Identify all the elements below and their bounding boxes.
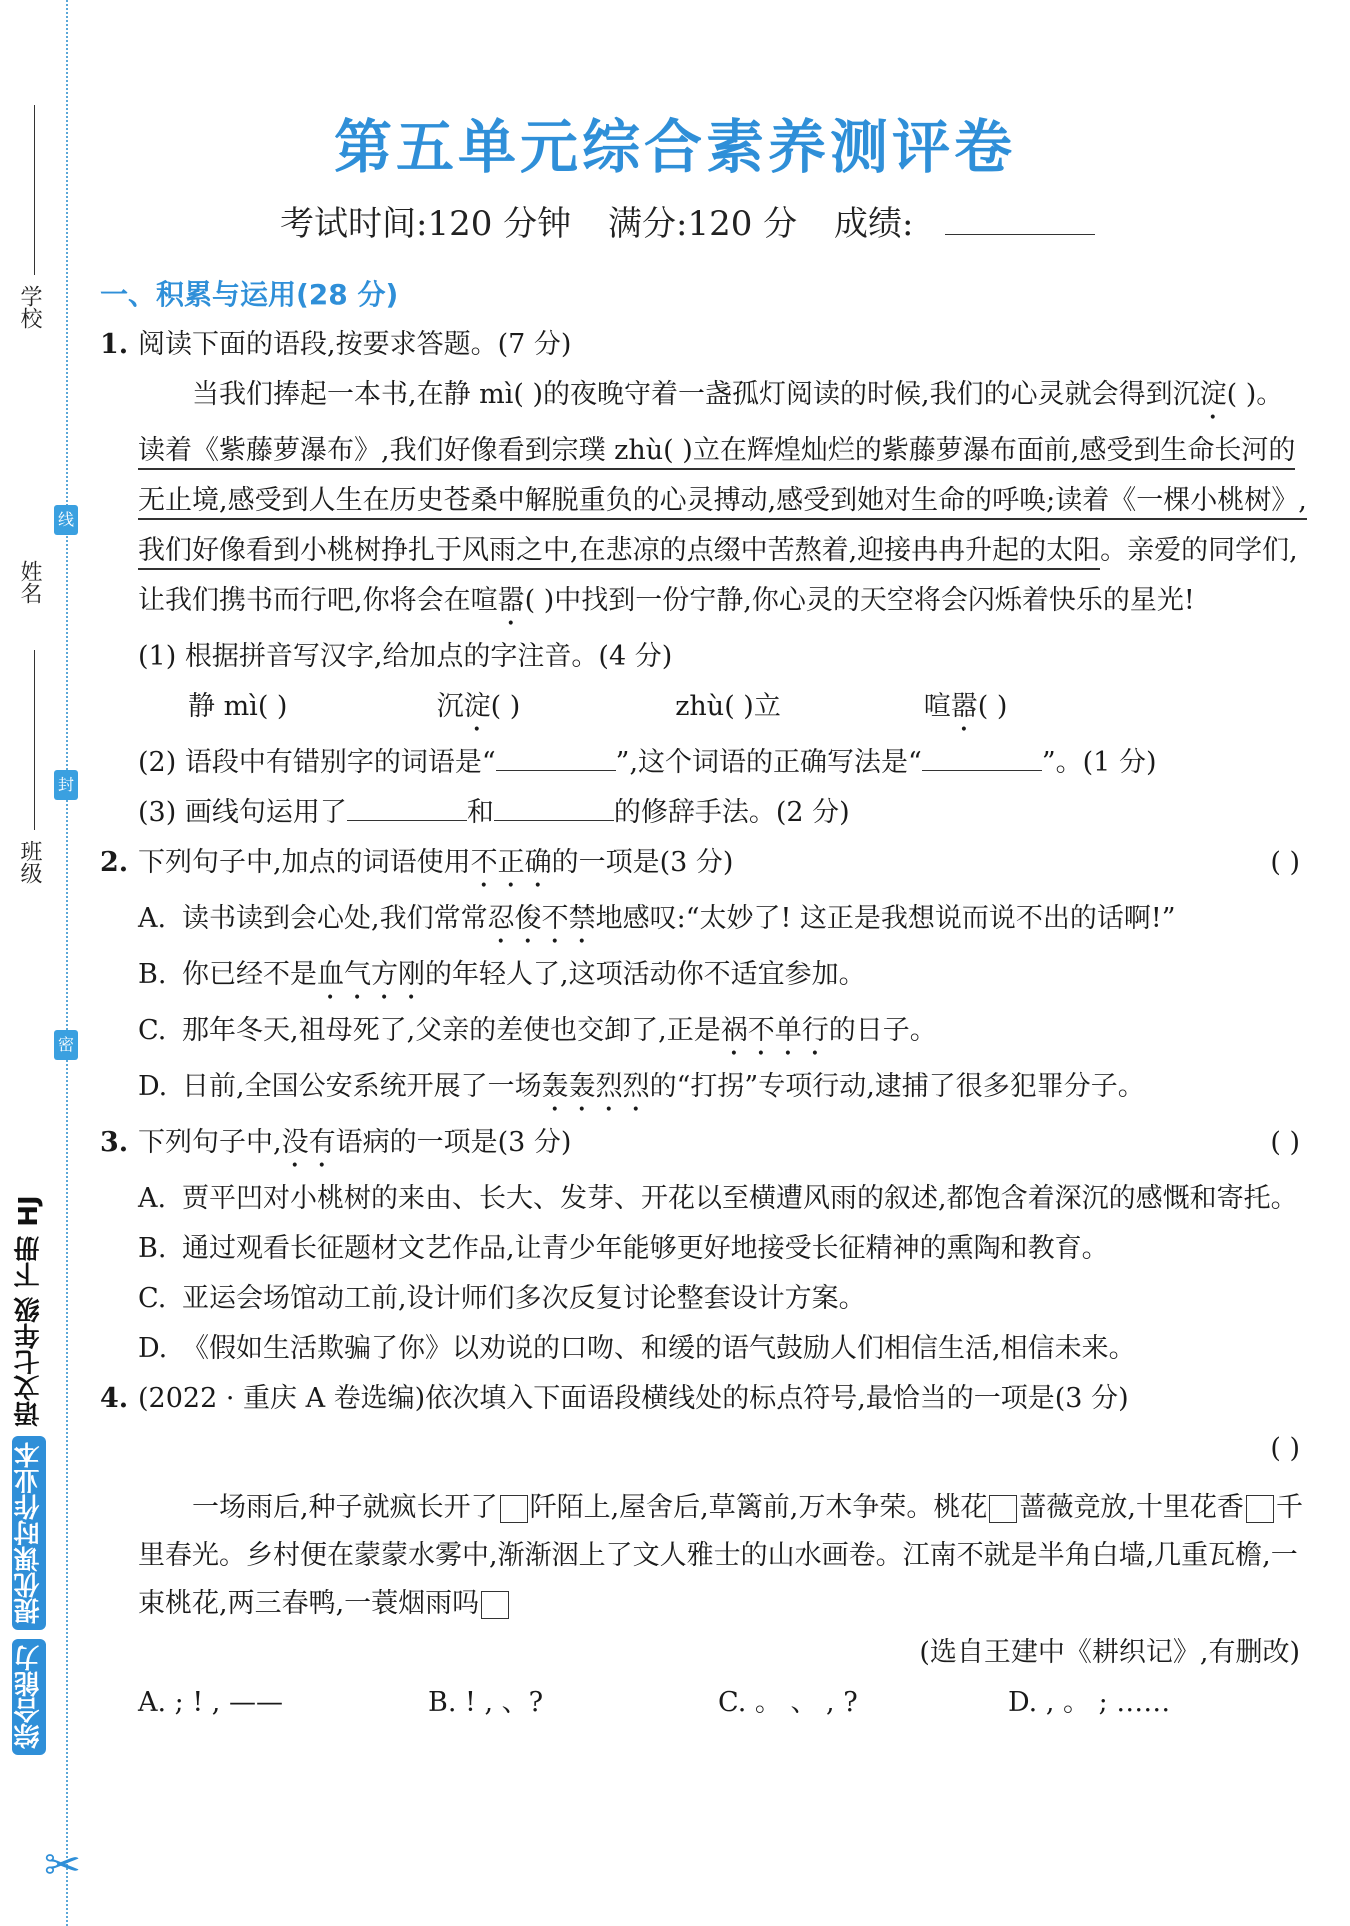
question-1 [100, 320, 1310, 370]
answer-paren[interactable]: ( ) [1270, 1127, 1300, 1158]
underlined-sentence: 读着《紫藤萝瀑布》,我们好像看到宗璞 zhù( )立在辉煌灿烂的紫藤萝瀑布面前,感受到生命长河的无止境,感受到人生在历史苍桑中解脱重负的心灵搏动,感受到她对生命的呼唤;读着《一棵小桃树》,我们好像看到小桃树挣扎于风雨之中,在悲凉的点缀中苦熬着,迎接冉冉升起的太阳 [138, 435, 1307, 570]
fill-xuanxiao[interactable] [924, 682, 1008, 738]
dotted-text: 不正确 [470, 847, 552, 878]
punct-box[interactable] [500, 1495, 528, 1523]
question-number: 3. [100, 1127, 129, 1158]
dotted-char: 淀 [1199, 379, 1227, 410]
answer-blank[interactable] [347, 820, 467, 821]
name-label: 姓名 [17, 560, 42, 604]
punct-box[interactable] [1246, 1495, 1274, 1523]
fill-row [100, 682, 1310, 738]
option-text: 通过观看长征题材文艺作品,让青少年能够更好地接受长征精神的熏陶和教育。 [182, 1233, 1109, 1264]
name-blank [34, 650, 35, 830]
line-tag: 线 [54, 505, 78, 535]
text: 和 [466, 797, 494, 828]
text: 读书读到会心处,我们常常 [182, 903, 488, 934]
question-number: 2. [100, 847, 129, 878]
option-text: 《假如生活欺骗了你》以劝说的口吻、和缓的语气鼓励人们相信生活,相信未来。 [182, 1333, 1136, 1364]
brand-ability: 综合能力 [12, 1639, 46, 1755]
fill-chendian[interactable] [437, 682, 667, 738]
dotted-text: 祸不单行 [720, 1015, 829, 1046]
answer-paren-row [100, 1424, 1310, 1474]
school-label: 学校 [17, 285, 42, 329]
question-number: 1. [100, 329, 129, 360]
text: 下列句子中, [138, 1127, 282, 1158]
text: 地感叹:“太妙了! 这正是我想说而说不出的话啊!” [595, 903, 1176, 934]
exam-info [280, 196, 1121, 245]
option-c[interactable]: C. 。 、 , ? [718, 1687, 858, 1718]
answer-paren[interactable]: ( ) [1270, 1433, 1300, 1464]
binding-margin [0, 0, 81, 1926]
option-b[interactable]: B. ! , 、? [428, 1687, 544, 1718]
text: 下列句子中,加点的词语使用 [138, 847, 471, 878]
text: 千里春光。乡村便在蒙蒙水雾中,渐渐洇上了文人雅士的山水画卷。江南不就是半角白墙,几重瓦檐,一束桃花,两三春鸭,一蓑烟雨吗 [138, 1492, 1303, 1619]
option-label: C. [138, 1015, 167, 1046]
answer-paren[interactable]: ( ) [1270, 847, 1300, 878]
cut-line [66, 0, 68, 1926]
answer-blank[interactable] [496, 770, 616, 771]
sub-question-2 [100, 738, 1310, 788]
text: 的年轻人了,这项活动你不适宜参加。 [425, 959, 866, 990]
q4-options [100, 1678, 1310, 1728]
dotted-text: 没有 [281, 1127, 336, 1158]
scissors-icon: ✂ [44, 1840, 81, 1891]
text: 日前,全国公安系统开展了一场 [182, 1071, 542, 1102]
option-d[interactable] [100, 1324, 1310, 1374]
passage-text: 。亲爱的同学们,让我们携书而行吧,你将会在喧 [138, 535, 1298, 616]
char: 喧 [923, 691, 951, 722]
text: (2) 语段中有错别字的词语是“ [138, 747, 496, 778]
dotted-char: 嚣 [497, 585, 525, 616]
question-stem: 阅读下面的语段,按要求答题。(7 分) [138, 329, 572, 360]
score-label: 成绩: [833, 204, 914, 244]
text: 语病的一项是(3 分) [335, 1127, 572, 1158]
option-a[interactable] [100, 894, 1310, 950]
option-label: D. [138, 1333, 168, 1364]
text: 的日子。 [828, 1015, 937, 1046]
option-d[interactable] [100, 1062, 1310, 1118]
punct-box[interactable] [989, 1495, 1017, 1523]
question-stem: (2022 · 重庆 A 卷选编)依次填入下面语段横线处的标点符号,最恰当的一项是(3 分) [138, 1383, 1129, 1414]
text: 的修辞手法。(2 分) [613, 797, 850, 828]
text: 阡陌上,屋舍后,草篱前,万木争荣。桃花 [529, 1492, 988, 1523]
exam-content [100, 270, 1310, 1728]
question-2 [100, 838, 1310, 894]
score-blank[interactable] [945, 234, 1095, 235]
exam-time: 考试时间:120 分钟 [280, 204, 572, 244]
dotted-char: 淀 [463, 691, 491, 722]
text: 蔷薇竞放,十里花香 [1019, 1492, 1244, 1523]
option-a[interactable] [100, 1174, 1310, 1224]
option-label: D. [138, 1071, 168, 1102]
punct-box[interactable] [481, 1591, 509, 1619]
cut-tag: 密 [54, 1030, 78, 1060]
brand-grade: 语文七年级 下册 HJ [14, 1195, 44, 1427]
option-label: A. [138, 903, 167, 934]
source-note: (选自王建中《耕织记》,有删改) [919, 1637, 1300, 1668]
text: (3) 画线句运用了 [138, 797, 347, 828]
text: ”,这个词语的正确写法是“ [615, 747, 922, 778]
class-label: 班级 [17, 840, 42, 884]
page-title: 第五单元综合素养测评卷 [333, 113, 1016, 181]
text: 的“打拐”专项行动,逮捕了很多犯罪分子。 [649, 1071, 1145, 1102]
dotted-text: 忍俊不禁 [487, 903, 596, 934]
option-d[interactable]: D. , 。 ; …… [1008, 1687, 1171, 1718]
passage-text: ( )。 [1226, 379, 1284, 410]
fill-zhu[interactable]: zhù( )立 [675, 691, 781, 722]
option-label: B. [138, 959, 167, 990]
dotted-text: 轰轰烈烈 [541, 1071, 650, 1102]
answer-blank[interactable] [494, 820, 614, 821]
option-label: C. [138, 1283, 167, 1314]
option-label: A. [138, 1183, 167, 1214]
passage-text: ( )中找到一份宁静,你心灵的天空将会闪烁着快乐的星光! [524, 585, 1195, 616]
option-c[interactable] [100, 1274, 1310, 1324]
char: 沉 [436, 691, 464, 722]
text: 一场雨后,种子就疯长开了 [192, 1492, 498, 1523]
text: 那年冬天,祖母死了,父亲的差使也交卸了,正是 [182, 1015, 721, 1046]
sub-question-3 [100, 788, 1310, 838]
option-c[interactable] [100, 1006, 1310, 1062]
option-b[interactable] [100, 950, 1310, 1006]
text: ”。(1 分) [1041, 747, 1157, 778]
dotted-text: 血气方刚 [317, 959, 425, 990]
dotted-char: 嚣 [950, 691, 978, 722]
question-4 [100, 1374, 1310, 1424]
brand-series: 提优课时作业本 [12, 1436, 46, 1630]
text: 你已经不是 [182, 959, 317, 990]
option-label: B. [138, 1233, 167, 1264]
option-b[interactable] [100, 1224, 1310, 1274]
sub-question-1: (1) 根据拼音写汉字,给加点的字注音。(4 分) [138, 641, 673, 672]
option-text: 贾平凹对小桃树的来由、长大、发芽、开花以至横遭风雨的叙述,都饱含着深沉的感慨和寄托。 [182, 1183, 1298, 1214]
paren: ( ) [490, 691, 521, 722]
book-brand [10, 1115, 56, 1755]
answer-blank[interactable] [922, 770, 1042, 771]
seal-tag: 封 [54, 770, 78, 800]
option-text: 亚运会场馆动工前,设计师们多次反复讨论整套设计方案。 [182, 1283, 866, 1314]
paren: ( ) [977, 691, 1008, 722]
question-3 [100, 1118, 1310, 1174]
passage-text: 当我们捧起一本书,在静 mì( )的夜晚守着一盏孤灯阅读的时候,我们的心灵就会得到沉 [192, 379, 1200, 410]
fill-mi[interactable]: 静 mì( ) [188, 691, 288, 722]
exam-full-score: 满分:120 分 [607, 204, 798, 244]
passage [100, 370, 1310, 632]
text: 的一项是(3 分) [551, 847, 734, 878]
question-number: 4. [100, 1383, 129, 1414]
section-title: 一、积累与运用(28 分) [100, 278, 399, 311]
q4-passage [100, 1484, 1310, 1628]
option-a[interactable]: A. ; ! , —— [138, 1687, 283, 1718]
